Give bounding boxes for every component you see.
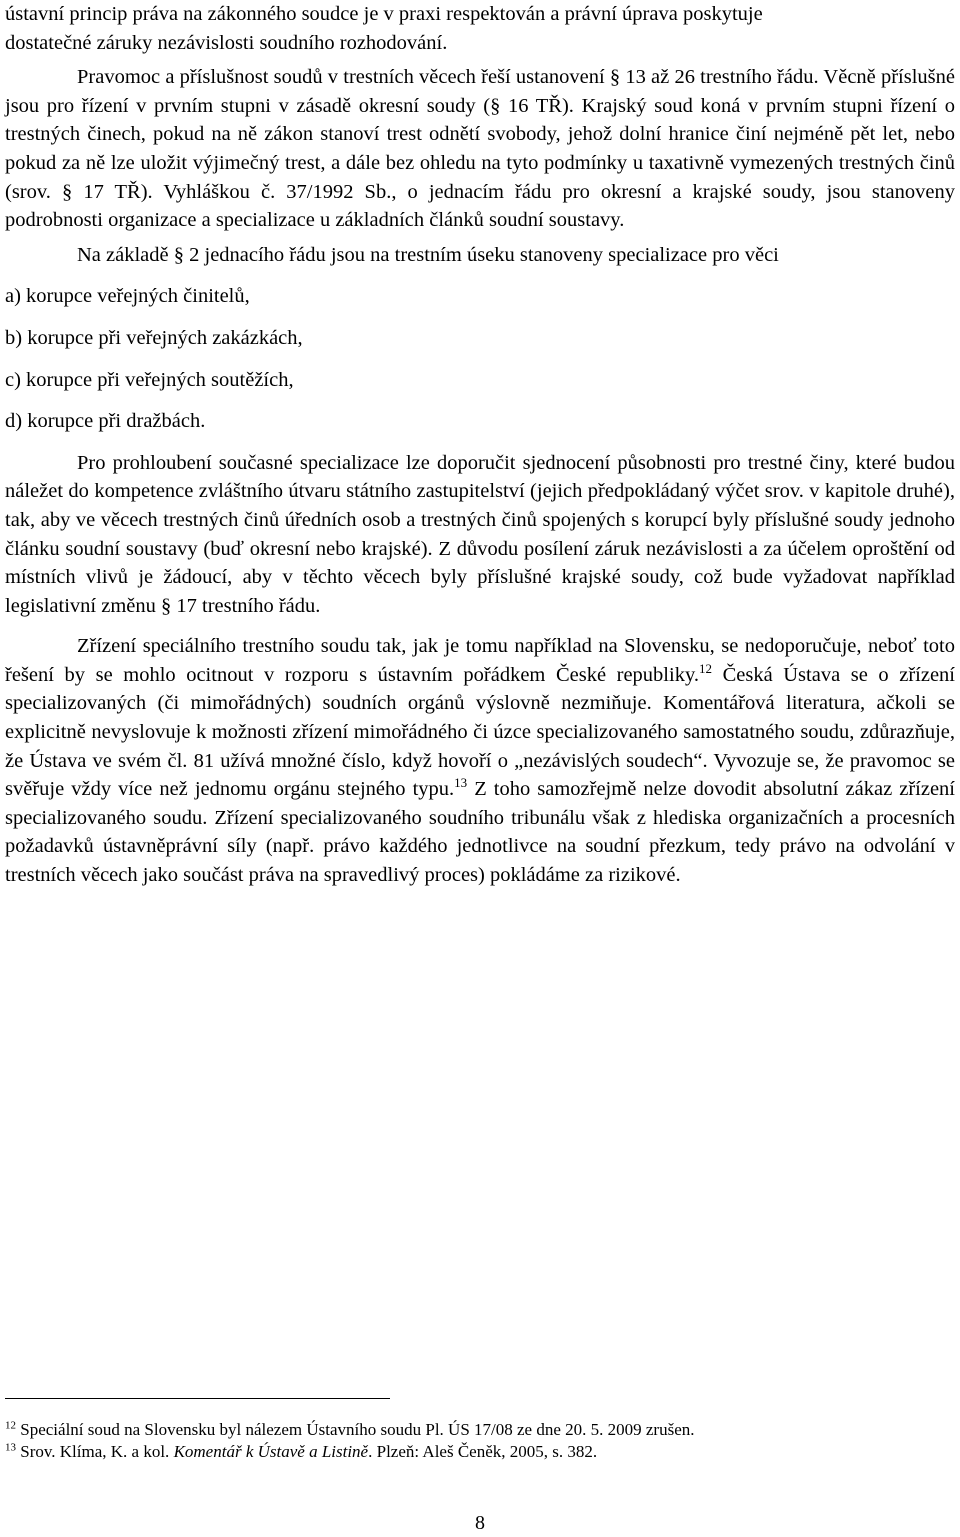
paragraph-text: Zřízení speciálního trestního soudu tak, jak je tomu například na Slovensku, se nedoporučuje, neboť toto řešení by se mohlo ocitnout v rozporu s ústavním pořádkem České republiky. [5, 635, 955, 686]
footnote-12 [5, 1419, 955, 1441]
paragraph-jurisdiction: Pravomoc a příslušnost soudů v trestních věcech řeší ustanovení § 13 až 26 trestního řádu. Věcně příslušné jsou pro řízení v prvním stupni v zásadě okresní soudy (§ 16 TŘ). Krajský soud koná v prvním stupni řízení o trestných činech, pokud na ně zákon stanoví trest odnětí svobody, jehož dolní hranice činí nejméně pět let, nebo pokud za ně lze uložit výjimečný trest, a dále bez ohledu na tyto podmínky u taxativně vymezených trestných činů (srov. § 17 TŘ). Vyhláškou č. 37/1992 Sb., o jednacím řádu pro okresní a krajské soudy, jsou stanoveny podrobnosti organizace a specializace u základních článků soudní soustavy. [5, 66, 955, 232]
footnote-text: . Plzeň: Aleš Čeněk, 2005, s. 382. [368, 1442, 598, 1461]
footnote-13 [5, 1441, 955, 1463]
paragraph-text: Česká Ústava se o zřízení specializovaných (či mimořádných) soudních orgánů výslovně nezmiňuje. Komentářová literatura, ačkoli se explicitně nevyslovuje k možnosti zřízení mimořádného či úzce specializovaného samostatného soudu, zdůrazňuje, že Ústava ve svém čl. 81 užívá množné číslo, když hovoří o „nezávislých soudech“. Vyvozuje se, že pravomoc se svěřuje vždy více než jednomu orgánu stejného typu. [5, 663, 955, 801]
paragraph-text: Z toho samozřejmě nelze dovodit absolutní zákaz zřízení specializovaného soudu. Zřízení specializovaného soudního tribunálu však z hlediska organizačních a procesních požadavků ústavněprávní síly (např. právo každého jednotlivce na soudní přezkum, tedy právo na odvolání v trestních věcech jako součást práva na spravedlivý proces) pokládáme za rizikové. [5, 778, 955, 887]
page-number: 8 [475, 1512, 485, 1534]
footnotes [5, 1398, 955, 1463]
page-body [5, 0, 955, 890]
paragraph-special-court [5, 632, 955, 889]
paragraph-recommendation: Pro prohloubení současné specializace lze doporučit sjednocení působnosti pro trestné činy, které budou náležet do kompetence zvláštního útvaru státního zastupitelství (jejich předpokládaný výčet srov. v kapitole druhé), tak, aby ve věcech trestných činů úředních osob a trestných činů spojených s korupcí byly příslušné soudy jednoho článku soudní soustavy (buď okresní nebo krajské). Z důvodu posílení záruk nezávislosti a za účelem oproštění od místních vlivů je žádoucí, aby v těchto věcech byly příslušné krajské soudy, což bude vyžadovat například legislativní změnu § 17 trestního řádu. [5, 451, 955, 617]
list-item: d) korupce při dražbách. [5, 410, 206, 433]
paragraph-line: ústavní princip práva na zákonného soudce je v praxi respektován a právní úprava poskytuje [5, 3, 763, 25]
footnote-separator [5, 1398, 390, 1399]
footnote-text: Srov. Klíma, K. a kol. [20, 1442, 174, 1461]
footnote-text: Speciální soud na Slovensku byl nálezem Ústavního soudu Pl. ÚS 17/08 ze dne 20. 5. 2009 zrušen. [20, 1420, 695, 1439]
footnote-reference[interactable]: 12 [699, 661, 712, 677]
list-item: c) korupce při veřejných soutěžích, [5, 368, 294, 391]
footnote-number: 13 [5, 1441, 16, 1454]
paragraph-specialization-intro: Na základě § 2 jednacího řádu jsou na trestním úseku stanoveny specializace pro věci [77, 243, 779, 266]
list-item: a) korupce veřejných činitelů, [5, 285, 250, 308]
paragraph-line: dostatečné záruky nezávislosti soudního rozhodování. [5, 31, 448, 54]
footnote-reference[interactable]: 13 [454, 775, 468, 791]
list-item: b) korupce při veřejných zakázkách, [5, 326, 303, 349]
paragraph-continuation [5, 0, 955, 57]
footnote-number: 12 [5, 1419, 16, 1432]
footnote-book-title: Komentář k Ústavě a Listině [173, 1442, 369, 1461]
